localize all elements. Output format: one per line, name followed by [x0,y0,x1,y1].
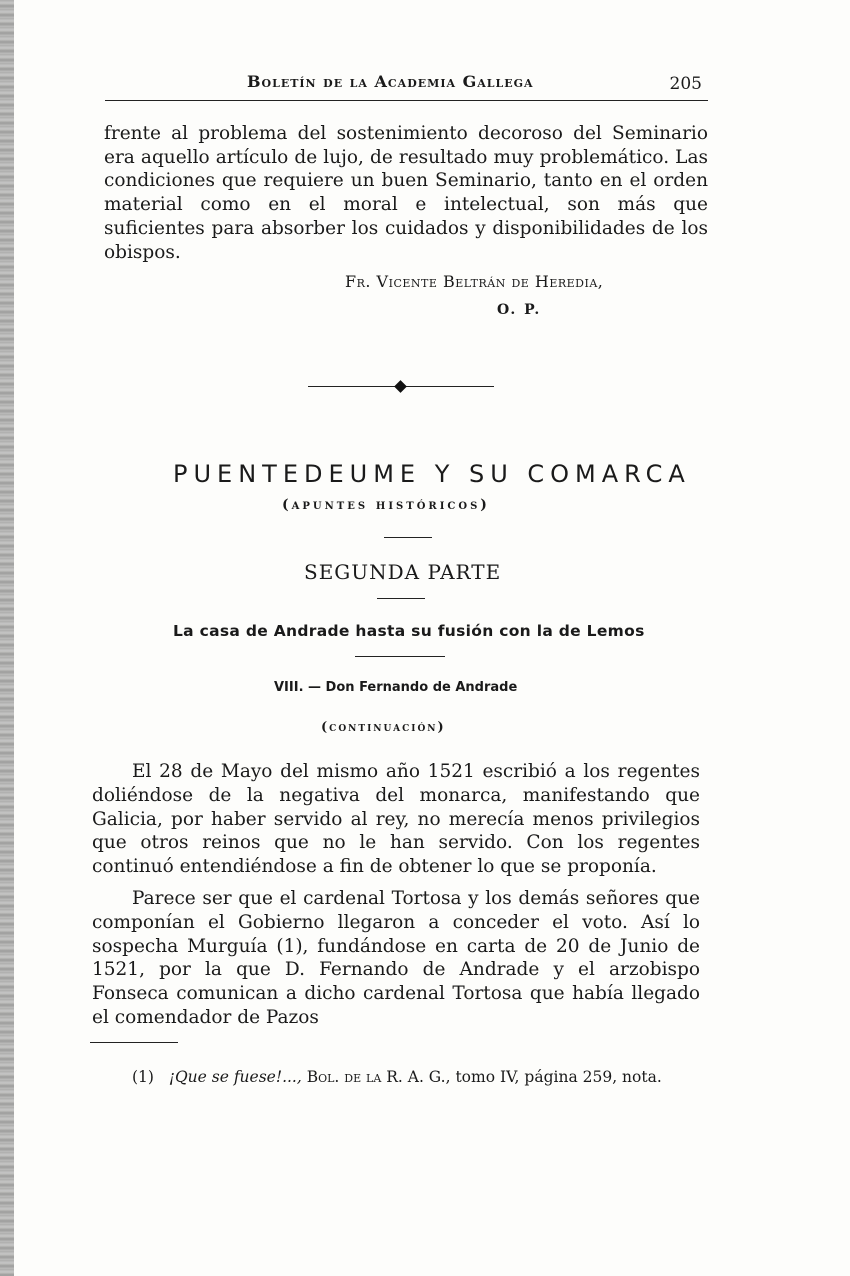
author-signature: Fr. Vicente Beltrán de Heredia, [345,272,604,291]
part-rule [377,598,425,599]
chapter-heading: VIII. — Don Fernando de Andrade [274,680,518,695]
running-header [105,70,708,101]
footnote-marker: (1) [132,1068,154,1086]
divider-ornament [394,380,407,393]
body-paragraph-1: El 28 de Mayo del mismo año 1521 escribió a los regentes doliéndose de la negativa del monarca, manifestando que Galicia, por haber servido al rey, no merecía menos privilegios que otros reinos que no le han servido. Con los regentes continuó entendiéndose a fin de obtener lo que se proponía. [92,761,700,878]
article-title: PUENTEDEUME Y SU COMARCA [173,460,691,488]
article-subtitle: (apuntes históricos) [282,497,490,513]
page-number: 205 [669,74,702,94]
section-rule [355,656,445,657]
religious-order: O. P. [497,302,542,318]
footnote-cited-title: ¡Que se fuese!..., [168,1068,302,1086]
part-heading: SEGUNDA PARTE [304,560,502,584]
section-heading: La casa de Andrade hasta su fusión con la de Lemos [173,622,645,640]
binding-edge [0,0,14,1276]
continuation-note: (continuación) [321,720,446,735]
footnote-reference: tomo IV, página 259, nota. [455,1068,662,1086]
subtitle-rule [384,537,432,538]
body-paragraph-2: Parece ser que el cardenal Tortosa y los demás señores que componían el Gobierno llegaron a conceder el voto. Así lo sospecha Murguía (1), fundándose en carta de 20 de Junio de 1521, por la que D. Fernando de Andrade y el arzobispo Fonseca comunican a dicho cardenal Tortosa que había llegado el comendador de Pazos [92,888,700,1028]
closing-paragraph: frente al problema del sostenimiento decoroso del Seminario era aquello artículo de lujo, de resultado muy problemático. Las condiciones que requiere un buen Seminario, tanto en el orden material como en el moral e intelectual, son más que suficientes para absorber los cuidados y disponibilidades de los obispos. [104,123,708,263]
footnote-journal: Bol. de la R. A. G., [306,1068,451,1086]
footnote [92,1067,700,1087]
footnote-rule [90,1042,178,1043]
running-title: Boletín de la Academia Gallega [247,72,534,91]
